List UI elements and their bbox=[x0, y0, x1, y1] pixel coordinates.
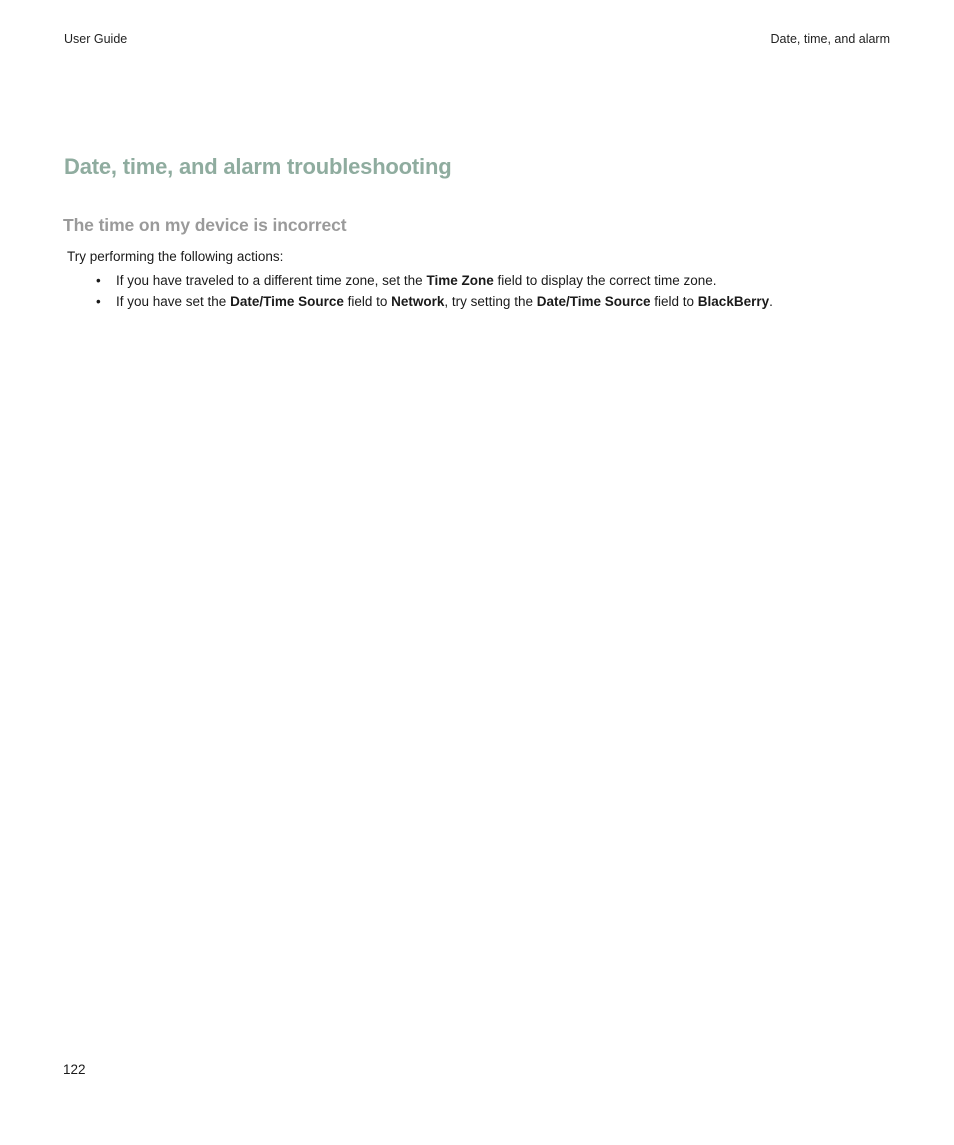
running-header-left: User Guide bbox=[64, 32, 128, 46]
subsection-title: The time on my device is incorrect bbox=[63, 215, 347, 235]
item-text: If you have set the bbox=[116, 294, 231, 309]
bullet-icon: • bbox=[96, 273, 101, 288]
actions-list bbox=[96, 270, 896, 312]
section-title: Date, time, and alarm troubleshooting bbox=[64, 154, 452, 179]
item-text: , try setting the bbox=[444, 294, 537, 309]
field-name-date-time-source: Date/Time Source bbox=[536, 294, 651, 309]
field-name-date-time-source: Date/Time Source bbox=[230, 294, 344, 309]
list-item bbox=[96, 270, 896, 291]
intro-text: Try performing the following actions: bbox=[67, 249, 284, 264]
page-number: 122 bbox=[63, 1062, 86, 1077]
item-text: field to display the correct time zone. bbox=[493, 273, 717, 288]
item-text: field to bbox=[343, 294, 392, 309]
bullet-icon: • bbox=[96, 294, 101, 309]
item-text: . bbox=[769, 294, 773, 309]
option-blackberry: BlackBerry bbox=[697, 294, 770, 309]
list-item bbox=[96, 291, 896, 312]
item-text: If you have traveled to a different time zone, set the bbox=[116, 273, 427, 288]
field-name-time-zone: Time Zone bbox=[426, 273, 494, 288]
item-text: field to bbox=[650, 294, 698, 309]
running-header-right: Date, time, and alarm bbox=[770, 32, 890, 46]
option-network: Network bbox=[391, 294, 445, 309]
